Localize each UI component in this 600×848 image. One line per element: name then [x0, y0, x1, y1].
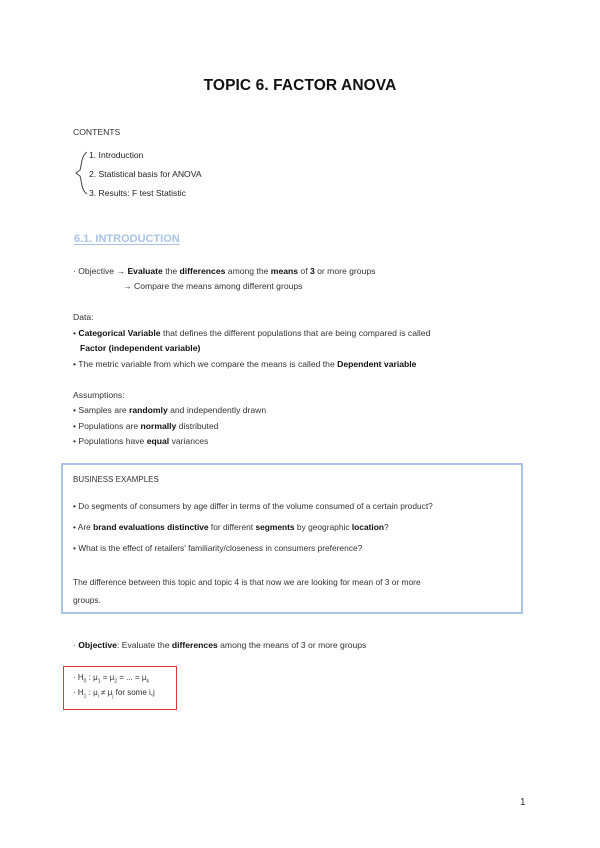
curly-brace-icon	[74, 150, 88, 196]
data-bullet-1: • Categorical Variable that defines the different populations that are being compared is called	[73, 328, 431, 338]
toc-item-statistical-basis[interactable]: 2. Statistical basis for ANOVA	[89, 169, 202, 179]
toc-item-introduction[interactable]: 1. Introduction	[89, 150, 144, 160]
alternative-hypothesis: · $H_1$ : $\mu_i \ne \mu_j$ for some i,j	[73, 688, 155, 700]
data-heading: Data:	[73, 312, 94, 322]
business-examples-box	[61, 463, 523, 614]
toc-item-results[interactable]: 3. Results: F test Statistic	[89, 188, 186, 198]
business-example-2: • Are brand evaluations distinctive for different segments by geographic location?	[73, 522, 389, 532]
business-note-line-2: groups.	[73, 595, 101, 605]
business-example-3: • What is the effect of retailers' familiarity/closeness in consumers preference?	[73, 543, 363, 553]
section-heading: 6.1. INTRODUCTION	[74, 233, 180, 245]
assumption-1: • Samples are randomly and independently drawn	[73, 405, 267, 415]
page-title: TOPIC 6. FACTOR ANOVA	[203, 77, 397, 94]
objective-line-2: → Compare the means among different groups	[123, 281, 303, 291]
business-example-1: • Do segments of consumers by age differ in terms of the volume consumed of a certain product?	[73, 501, 433, 511]
data-bullet-2: • The metric variable from which we compare the means is called the Dependent variable	[73, 359, 417, 369]
page-number: 1	[520, 797, 526, 808]
assumption-2: • Populations are normally distributed	[73, 421, 219, 431]
data-bullet-1-cont: Factor (independent variable)	[80, 343, 201, 353]
objective-line: · Objective → Evaluate the differences among the means of 3 or more groups	[73, 266, 376, 276]
contents-heading: CONTENTS	[73, 127, 121, 137]
assumption-3: • Populations have equal variances	[73, 436, 209, 446]
business-heading: BUSINESS EXAMPLES	[73, 475, 159, 484]
null-hypothesis: · $H_0$ : $\mu_1 = \mu_2$ = ... = $\mu_k$	[73, 673, 150, 685]
assumptions-heading: Assumptions:	[73, 390, 125, 400]
business-note-line-1: The difference between this topic and topic 4 is that now we are looking for mean of 3 or more	[73, 577, 421, 587]
objective-2: · Objective: Evaluate the differences among the means of 3 or more groups	[73, 640, 367, 650]
arrow-right-icon: →	[116, 266, 126, 276]
